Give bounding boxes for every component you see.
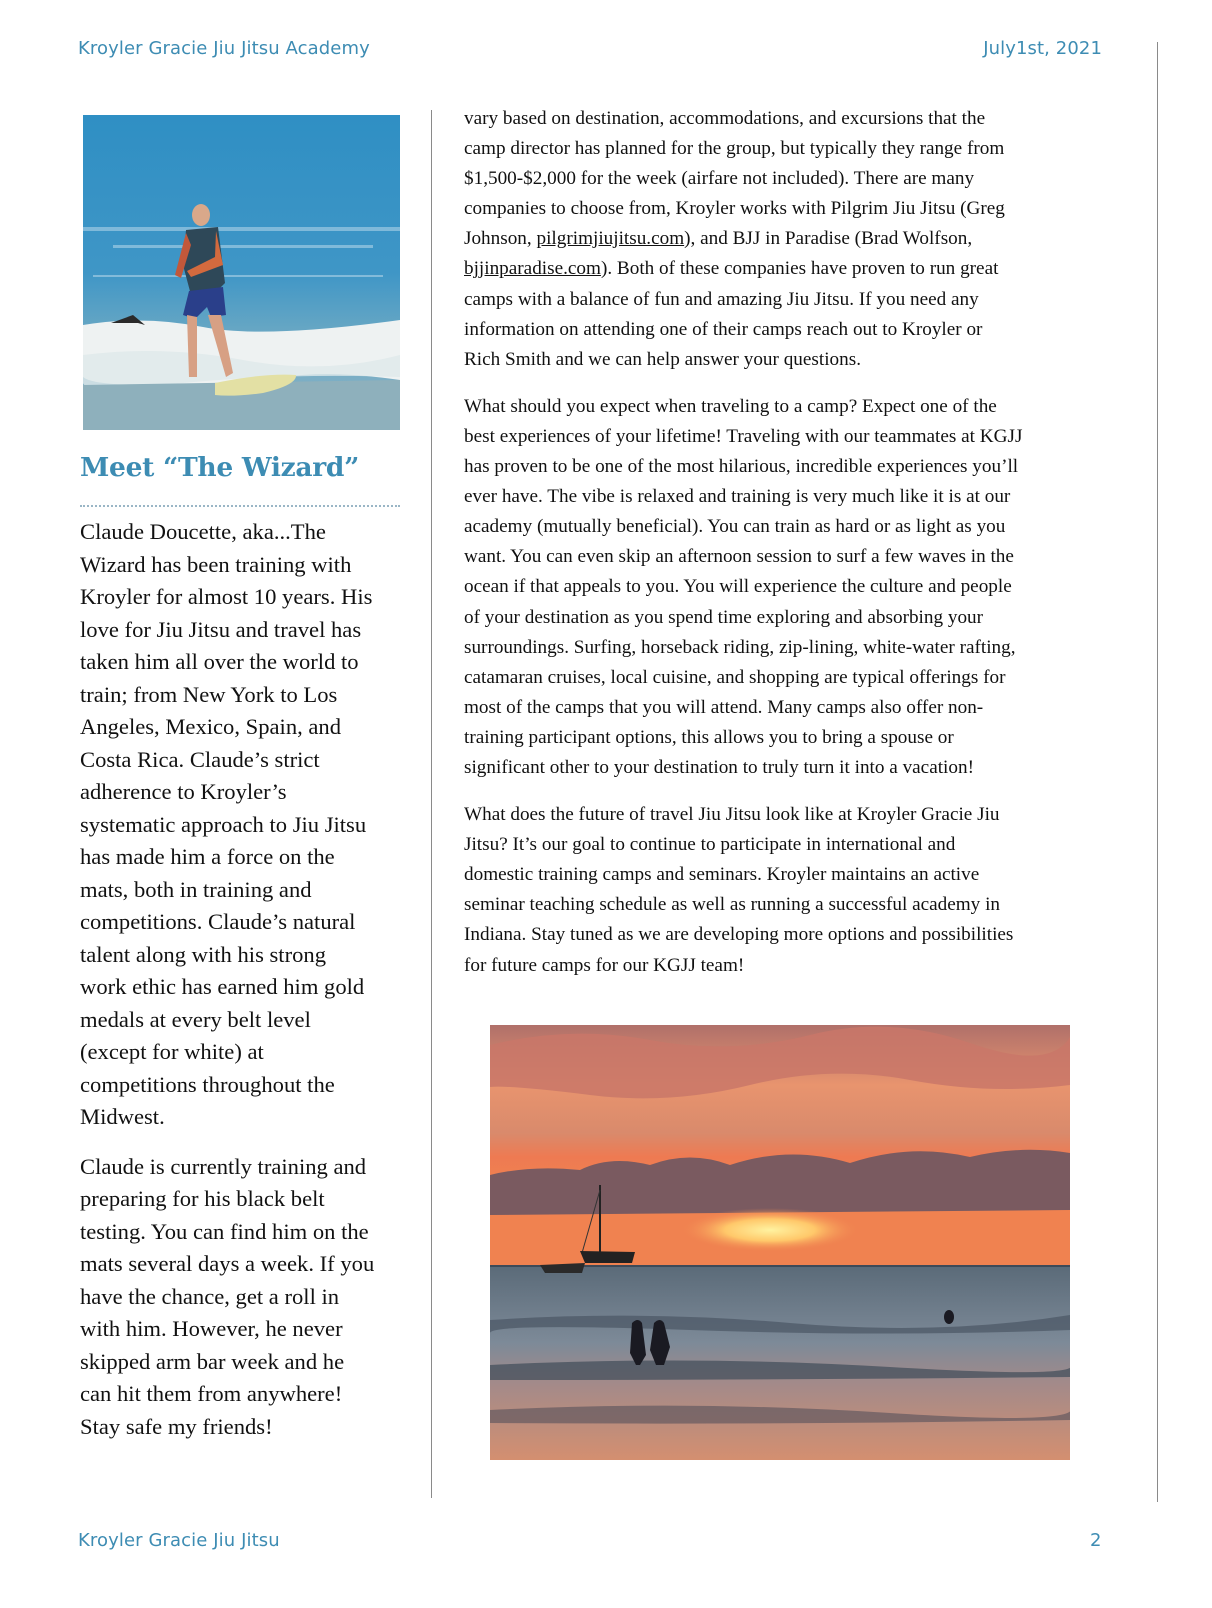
text-line: medals at every belt level bbox=[80, 1006, 311, 1032]
bjj-in-paradise-link[interactable]: bjjinparadise.com bbox=[464, 258, 601, 280]
header-date: July1st, 2021 bbox=[983, 38, 1102, 59]
text-line: surroundings. Surfing, horseback riding, zip-lining, white-water rafting, bbox=[464, 636, 1016, 658]
text-line: preparing for his black belt bbox=[80, 1186, 325, 1211]
travel-paragraph-2 bbox=[464, 392, 1104, 783]
travel-paragraph-3 bbox=[464, 800, 1104, 981]
text-line: best experiences of your lifetime! Traveling with our teammates at KGJJ bbox=[464, 425, 1023, 447]
text-line: camp director has planned for the group, but typically they range from bbox=[464, 138, 1005, 160]
footer-title: Kroyler Gracie Jiu Jitsu bbox=[78, 1530, 280, 1551]
text-line: significant other to your destination to truly turn it into a vacation! bbox=[464, 756, 974, 778]
text-line: $1,500-$2,000 for the week (airfare not included). There are many bbox=[464, 168, 975, 190]
text-line: mats several days a week. If you bbox=[80, 1251, 375, 1276]
text-line bbox=[464, 224, 1104, 254]
header-title: Kroyler Gracie Jiu Jitsu Academy bbox=[78, 38, 370, 59]
text-fragment: Johnson, bbox=[464, 228, 537, 250]
text-line: skipped arm bar week and he bbox=[80, 1348, 345, 1374]
text-line: Angeles, Mexico, Spain, and bbox=[80, 714, 342, 739]
text-line: testing. You can find him on the bbox=[80, 1218, 369, 1244]
text-line: Indiana. Stay tuned as we are developing more options and possibilities bbox=[464, 924, 1014, 946]
text-line: most of the camps that you will attend. Many camps also offer non- bbox=[464, 696, 984, 718]
article-heading: Meet “The Wizard” bbox=[80, 452, 360, 483]
bio-paragraph-2 bbox=[80, 1151, 402, 1444]
left-column-text bbox=[80, 516, 402, 1460]
bio-paragraph-1 bbox=[80, 516, 402, 1134]
text-line: Costa Rica. Claude’s strict bbox=[80, 746, 320, 772]
text-line: love for Jiu Jitsu and travel has bbox=[80, 616, 362, 642]
heading-dotted-rule bbox=[80, 505, 400, 507]
text-line: can hit them from anywhere! bbox=[80, 1381, 343, 1406]
text-fragment: ). Both of these companies have proven to run great bbox=[600, 258, 999, 280]
sunset-beach-photo bbox=[490, 1025, 1070, 1460]
text-line: information on attending one of their camps reach out to Kroyler or bbox=[464, 318, 983, 340]
text-line: Claude is currently training and bbox=[80, 1153, 367, 1179]
sunset-photo-svg bbox=[490, 1025, 1070, 1460]
pilgrim-jiu-jitsu-link[interactable]: pilgrimjiujitsu.com bbox=[536, 228, 685, 250]
text-line: catamaran cruises, local cuisine, and shopping are typical offerings for bbox=[464, 666, 1006, 688]
text-line: (except for white) at bbox=[80, 1039, 264, 1064]
text-line: companies to choose from, Kroyler works with Pilgrim Jiu Jitsu (Greg bbox=[464, 198, 1005, 220]
text-line: talent along with his strong bbox=[80, 941, 326, 967]
text-line: ocean if that appeals to you. You will experience the culture and people bbox=[464, 576, 1012, 598]
travel-paragraph-1 bbox=[464, 104, 1104, 375]
text-line: training participant options, this allows you to bring a spouse or bbox=[464, 726, 954, 748]
text-line: Midwest. bbox=[80, 1104, 165, 1129]
text-line: Claude Doucette, aka...The bbox=[80, 519, 326, 544]
text-line: academy (mutually beneficial). You can train as hard or as light as you bbox=[464, 516, 1006, 538]
text-line: domestic training camps and seminars. Kroyler maintains an active bbox=[464, 864, 980, 886]
text-line: competitions throughout the bbox=[80, 1071, 335, 1097]
text-line: What should you expect when traveling to a camp? Expect one of the bbox=[464, 395, 997, 417]
text-line: Wizard has been training with bbox=[80, 551, 352, 577]
page-right-rule bbox=[1157, 42, 1158, 1502]
text-line: has proven to be one of the most hilarious, incredible experiences you’ll bbox=[464, 456, 1019, 478]
text-line: Rich Smith and we can help answer your questions. bbox=[464, 348, 861, 370]
text-line: of your destination as you spend time exploring and absorbing your bbox=[464, 606, 984, 628]
column-divider bbox=[431, 110, 432, 1498]
text-line: vary based on destination, accommodations, and excursions that the bbox=[464, 108, 986, 129]
text-line: has made him a force on the bbox=[80, 844, 335, 869]
text-line: systematic approach to Jiu Jitsu bbox=[80, 811, 367, 837]
text-line: Jitsu? It’s our goal to continue to participate in international and bbox=[464, 834, 956, 856]
text-line: for future camps for our KGJJ team! bbox=[464, 954, 745, 976]
text-line: adherence to Kroyler’s bbox=[80, 779, 287, 804]
surfer-photo bbox=[83, 115, 400, 430]
text-line: seminar teaching schedule as well as running a successful academy in bbox=[464, 894, 1000, 916]
text-line: train; from New York to Los bbox=[80, 681, 338, 707]
right-column-text bbox=[464, 104, 1104, 998]
text-line: camps with a balance of fun and amazing Jiu Jitsu. If you need any bbox=[464, 288, 979, 310]
text-line: ever have. The vibe is relaxed and training is very much like it is at our bbox=[464, 486, 1011, 508]
surfer-photo-svg bbox=[83, 115, 400, 430]
text-line: with him. However, he never bbox=[80, 1316, 343, 1341]
text-line: What does the future of travel Jiu Jitsu look like at Kroyler Gracie Jiu bbox=[464, 804, 1000, 826]
text-line: Stay safe my friends! bbox=[80, 1413, 273, 1439]
text-line: want. You can even skip an afternoon session to surf a few waves in the bbox=[464, 546, 1014, 568]
text-line: competitions. Claude’s natural bbox=[80, 909, 356, 934]
text-line bbox=[464, 254, 1104, 284]
text-line: work ethic has earned him gold bbox=[80, 974, 365, 999]
text-line: Kroyler for almost 10 years. His bbox=[80, 584, 373, 609]
page-number: 2 bbox=[1090, 1530, 1102, 1551]
text-line: have the chance, get a roll in bbox=[80, 1283, 340, 1309]
text-fragment: ), and BJJ in Paradise (Brad Wolfson, bbox=[684, 228, 973, 250]
text-line: mats, both in training and bbox=[80, 876, 312, 902]
text-line: taken him all over the world to bbox=[80, 649, 359, 674]
